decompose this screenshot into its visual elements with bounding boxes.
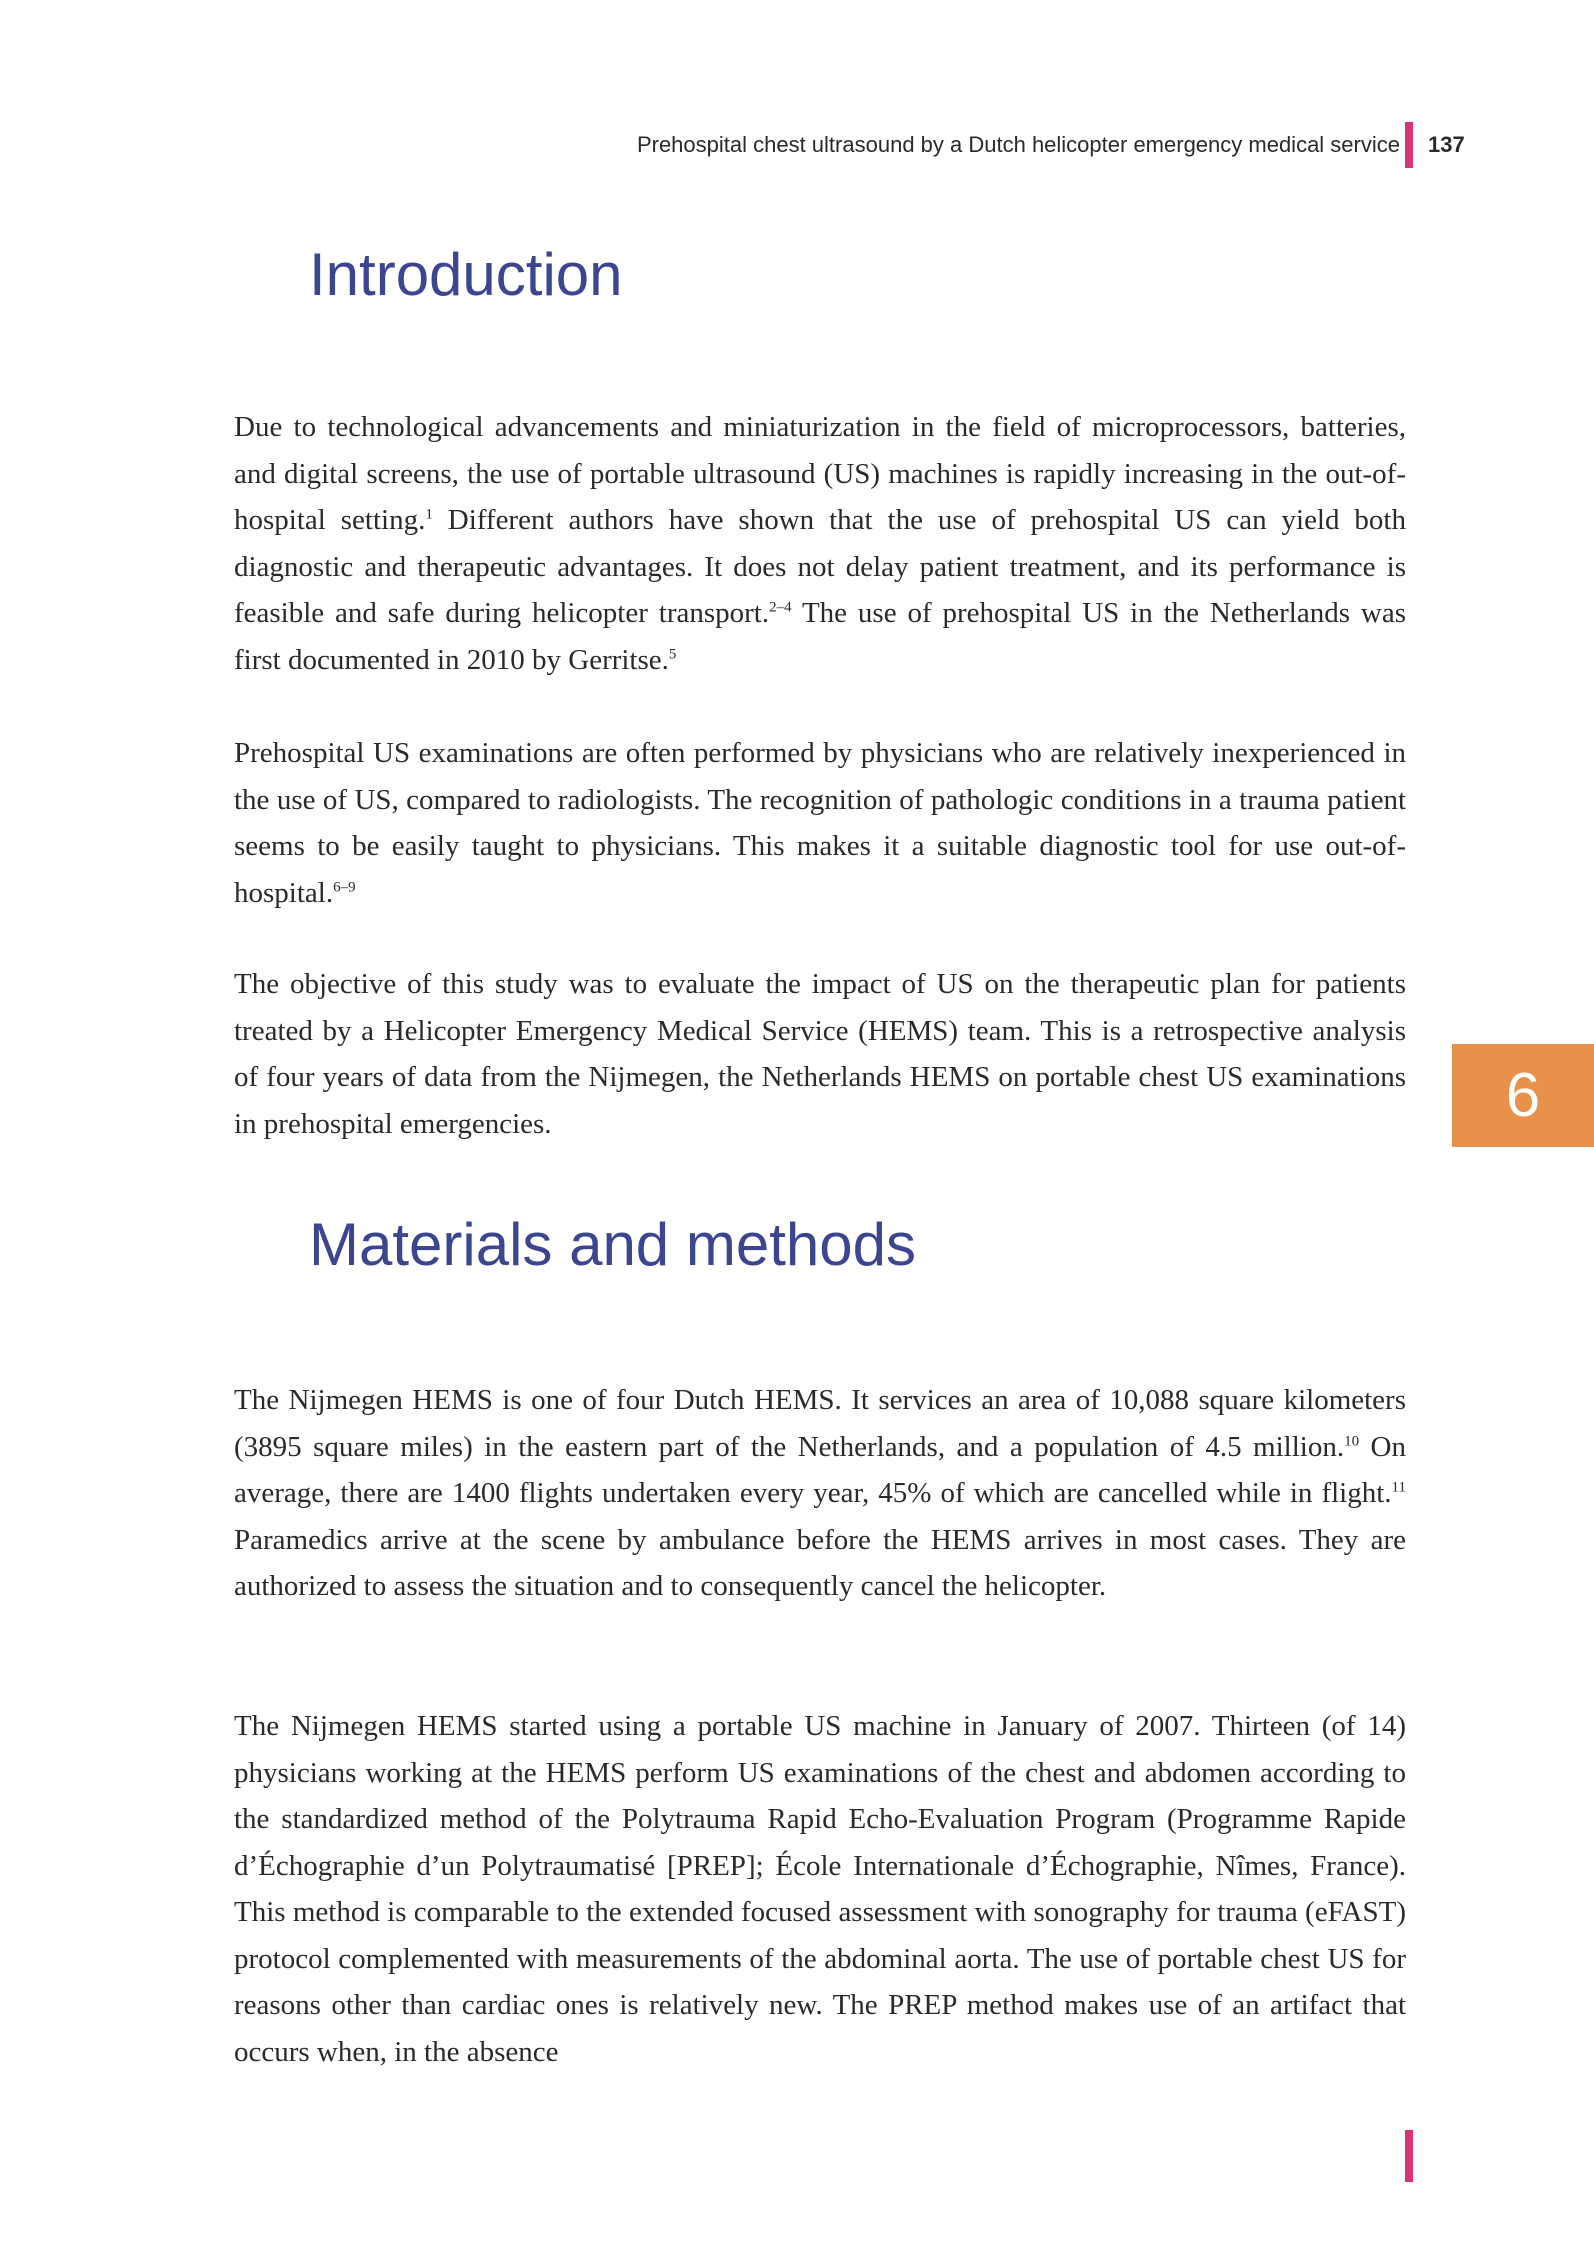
citation-ref: 6–9 bbox=[333, 878, 356, 895]
paragraph-text: Paramedics arrive at the scene by ambulance before the HEMS arrives in most cases. They are authorized to assess the situation and to consequently cancel the helicopter. bbox=[234, 1523, 1406, 1602]
citation-ref: 1 bbox=[425, 506, 433, 523]
paragraph-text: On average, there are 1400 flights undertaken every year, 45% of which are cancelled while in flight. bbox=[234, 1430, 1406, 1509]
paragraph-text: The use of prehospital US in the Netherlands was first documented in 2010 by Gerritse. bbox=[234, 597, 1406, 676]
running-title: Prehospital chest ultrasound by a Dutch helicopter emergency medical service bbox=[636, 132, 1400, 157]
chapter-tab: 6 bbox=[1452, 1044, 1594, 1147]
footer-accent-bar bbox=[1405, 2130, 1413, 2182]
header-accent-bar bbox=[1405, 122, 1413, 168]
paragraph bbox=[234, 1703, 1406, 2075]
citation-ref: 10 bbox=[1344, 1432, 1360, 1449]
citation-ref: 5 bbox=[668, 645, 677, 662]
citation-ref: 11 bbox=[1391, 1479, 1406, 1496]
paragraph-text: The objective of this study was to evaluate the impact of US on the therapeutic plan for patients treated by a Helicopter Emergency Medical Service (HEMS) team. This is a retrospective analysis of four years of data from the Nijmegen, the Netherlands HEMS on portable chest US examinations in prehospital emergencies. bbox=[234, 968, 1406, 1140]
section-heading-introduction: Introduction bbox=[309, 241, 623, 308]
page-number: 137 bbox=[1428, 132, 1465, 157]
section-heading-materials-and-methods: Materials and methods bbox=[309, 1211, 916, 1278]
paragraph bbox=[234, 404, 1406, 683]
paragraph bbox=[234, 730, 1406, 916]
paragraph bbox=[234, 1377, 1406, 1610]
paragraph-text: The Nijmegen HEMS is one of four Dutch HEMS. It services an area of 10,088 square kilometers (3895 square miles) in the eastern part of the Netherlands, and a population of 4.5 million. bbox=[234, 1384, 1406, 1463]
paragraph-text: The Nijmegen HEMS started using a portable US machine in January of 2007. Thirteen (of 14) physicians working at the HEMS perform US examinations of the chest and abdomen according to the standardized method of the Polytrauma Rapid Echo-Evaluation Program (Programme Rapide d’Échographie d’un Polytraumatisé [PREP]; École Internationale d’Échographie, Nîmes, France). This method is comparable to the extended focused assessment with sonography for trauma (eFAST) protocol complemented with measurements of the abdominal aorta. The use of portable chest US for reasons other than cardiac ones is relatively new. The PREP method makes use of an artifact that occurs when, in the absence bbox=[234, 1710, 1406, 2068]
paragraph bbox=[234, 961, 1406, 1147]
citation-ref: 2–4 bbox=[769, 599, 792, 616]
paragraph-text: Different authors have shown that the use of prehospital US can yield both diagnostic and therapeutic advantages. It does not delay patient treatment, and its performance is feasible and safe during helicopter transport. bbox=[234, 504, 1406, 629]
paragraph-text: Due to technological advancements and miniaturization in the field of microprocessors, batteries, and digital screens, the use of portable ultrasound (US) machines is rapidly increasing in the out-of-hospital setting. bbox=[234, 411, 1406, 536]
paragraph-text: Prehospital US examinations are often performed by physicians who are relatively inexperienced in the use of US, compared to radiologists. The recognition of pathologic conditions in a trauma patient seems to be easily taught to physicians. This makes it a suitable diagnostic tool for use out-of-hospital. bbox=[234, 737, 1406, 909]
